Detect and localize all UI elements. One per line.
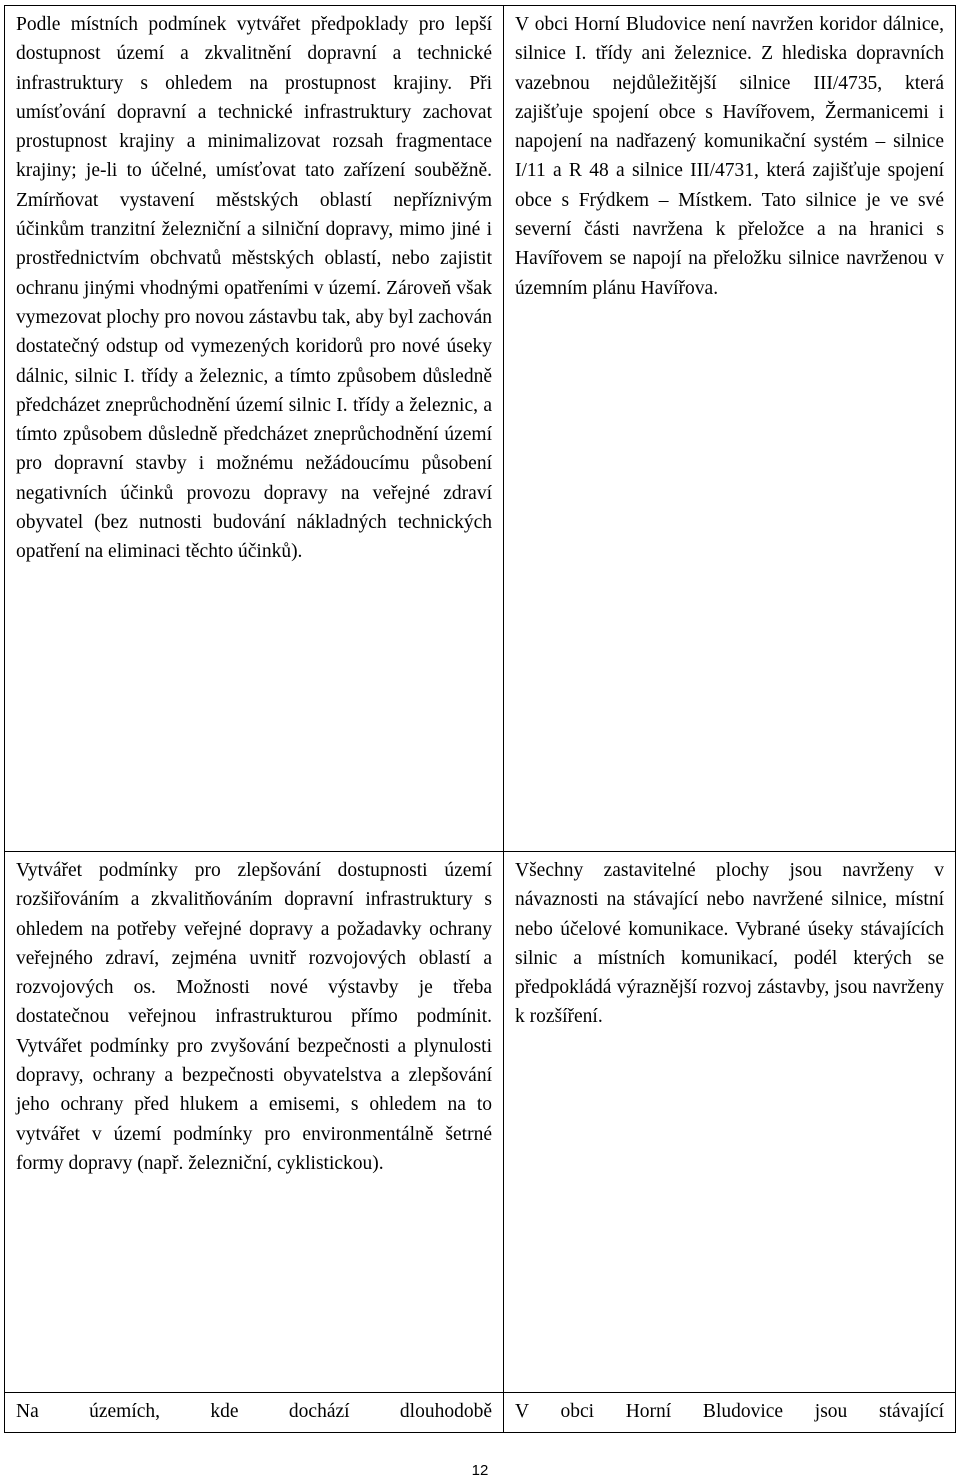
document-table bbox=[4, 5, 956, 1433]
cell-text: Všechny zastavitelné plochy jsou navrženy v návaznosti na stávající nebo navržené silnice, místní nebo účelové komunikace. Vybrané úseky stávajících silnic a místních komunikací, podél kterých se předpokládá výraznější rozvoj zástavby, jsou navrženy k rozšíření. bbox=[515, 860, 944, 1028]
cell-text: V obci Horní Bludovice jsou stávající bbox=[515, 1401, 944, 1422]
cell-text: Na územích, kde dochází dlouhodobě bbox=[16, 1401, 492, 1422]
table-row bbox=[5, 1393, 956, 1433]
cell-text: Vytvářet podmínky pro zlepšování dostupnosti území rozšiřováním a zkvalitňováním dopravní infrastruktury s ohledem na potřeby veřejné dopravy a požadavky ochrany veřejného zdraví, zejména uvnitř rozvojových oblastí a rozvojových os. Možnosti nové výstavby je třeba dostatečnou veřejnou infrastrukturou přímo podmínit. Vytvářet podmínky pro zvyšování bezpečnosti a plynulosti dopravy, ochrany a bezpečnosti obyvatelstva a zlepšování jeho ochrany před hlukem a emisemi, s ohledem na to vytvářet v území podmínky pro environmentálně šetrné formy dopravy (např. železniční, cyklistickou). bbox=[16, 860, 492, 1174]
table-cell-requirement bbox=[5, 6, 504, 852]
table-row bbox=[5, 852, 956, 1393]
table-cell-response bbox=[504, 6, 956, 852]
cell-text: Podle místních podmínek vytvářet předpoklady pro lepší dostupnost území a zkvalitnění dopravní a technické infrastruktury s ohledem na prostupnost krajiny. Při umísťování dopravní a technické infrastruktury zachovat prostupnost krajiny a minimalizovat rozsah fragmentace krajiny; je-li to účelné, umísťovat tato zařízení souběžně. Zmírňovat vystavení městských oblastí nepříznivým účinkům tranzitní železniční a silniční dopravy, mimo jiné i prostřednictvím obchvatů městských oblastí, nebo zajistit ochranu jinými vhodnými opatřeními v území. Zároveň však vymezovat plochy pro novou zástavbu tak, aby byl zachován dostatečný odstup od vymezených koridorů pro nové úseky dálnic, silnic I. třídy a železnic, a tímto způsobem důsledně předcházet zneprůchodnění území silnic I. třídy a železnic, a tímto způsobem důsledně předcházet zneprůchodnění území pro dopravní stavby i možnému nežádoucímu působení negativních účinků provozu dopravy na veřejné zdraví obyvatel (bez nutnosti budování nákladných technických opatření na eliminaci těchto účinků). bbox=[16, 14, 492, 563]
page-number: 12 bbox=[471, 1462, 489, 1479]
table-cell-requirement bbox=[5, 1393, 504, 1433]
cell-text: V obci Horní Bludovice není navržen koridor dálnice, silnice I. třídy ani železnice. Z hlediska dopravních vazebnou nejdůležitější silnice III/4735, která zajišťuje spojení obce s Havířovem, Žermanicemi i napojení na nadřazený komunikační systém – silnice I/11 a R 48 a silnice III/4731, která zajišťuje spojení obce s Frýdkem – Místkem. Tato silnice je ve své severní části navržena k přeložce a na hranici s Havířovem se napojí na přeložku silnice navrženou v územním plánu Havířova. bbox=[515, 14, 944, 299]
table-cell-response bbox=[504, 852, 956, 1393]
table-row bbox=[5, 6, 956, 852]
table-cell-response bbox=[504, 1393, 956, 1433]
table-cell-requirement bbox=[5, 852, 504, 1393]
